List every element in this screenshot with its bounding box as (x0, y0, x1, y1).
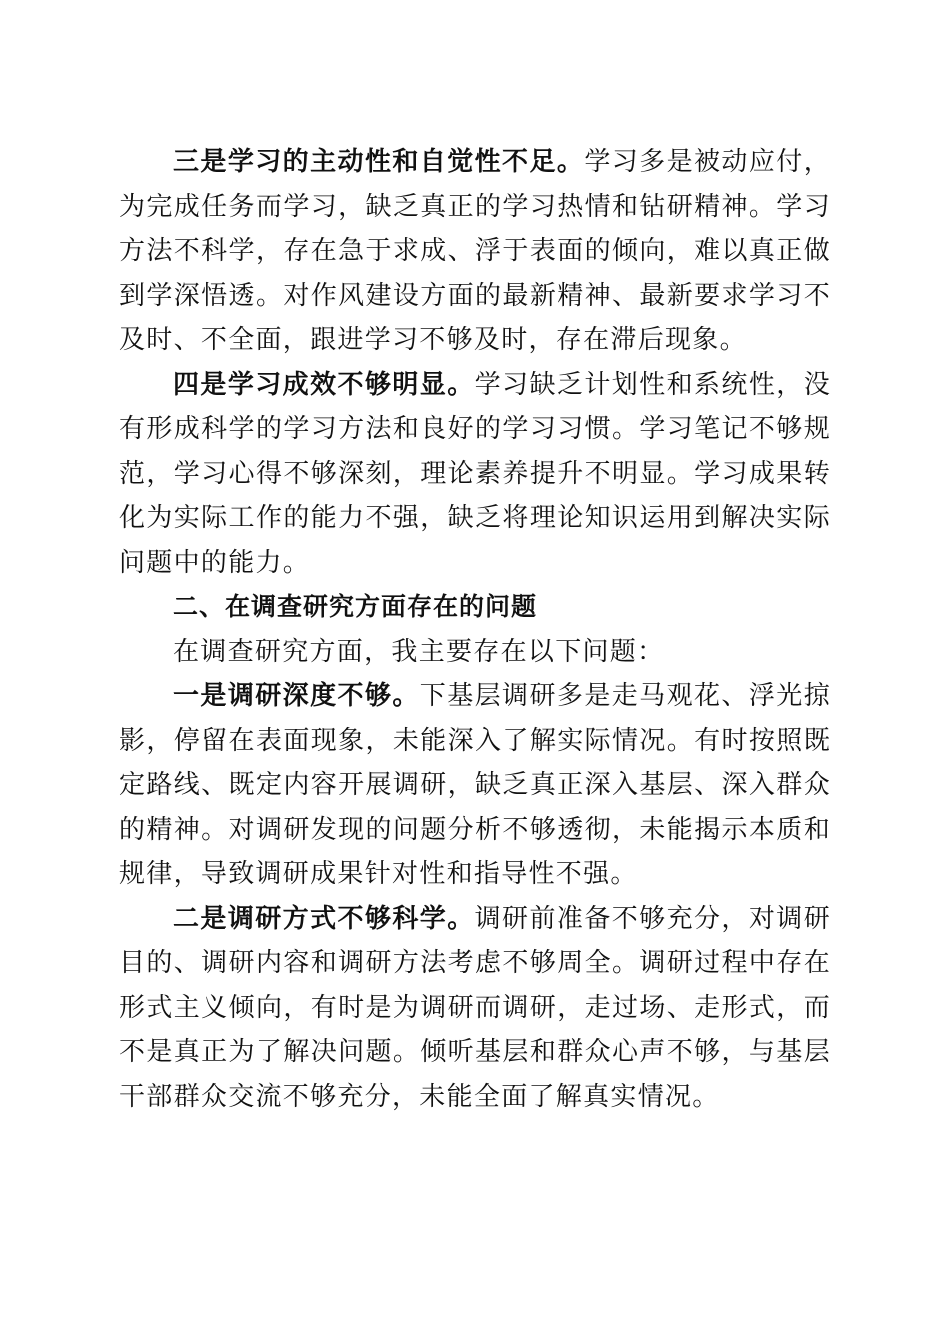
paragraph-study-effect (119, 363, 831, 586)
paragraph-study-initiative (119, 140, 831, 363)
section-heading: 二、在调查研究方面存在的问题 (173, 592, 538, 621)
paragraph-lead: 三是学习的主动性和自觉性不足。 (173, 147, 585, 177)
paragraph-lead: 一是调研深度不够。 (173, 681, 420, 711)
paragraph-text: 下基层调研多是走马观花、浮光掠影，停留在表面现象，未能深入了解实际情况。有时按照既定路线、既定内容开展调研，缺乏真正深入基层、深入群众的精神。对调研发现的问题分析不够透彻，未能揭示本质和规律，导致调研成果针对性和指导性不强。 (119, 681, 831, 889)
paragraph-research-method (119, 897, 831, 1120)
document-body (119, 140, 831, 1119)
section-intro: 在调查研究方面，我主要存在以下问题： (173, 636, 665, 667)
paragraph-text: 学习多是被动应付，为完成任务而学习，缺乏真正的学习热情和钻研精神。学习方法不科学，存在急于求成、浮于表面的倾向，难以真正做到学深悟透。对作风建设方面的最新精神、最新要求学习不及时、不全面，跟进学习不够及时，存在滞后现象。 (119, 147, 831, 355)
paragraph-lead: 四是学习成效不够明显。 (173, 369, 475, 400)
paragraph-text: 学习缺乏计划性和系统性，没有形成科学的学习方法和良好的学习习惯。学习笔记不够规范，学习心得不够深刻，理论素养提升不明显。学习成果转化为实际工作的能力不强，缺乏将理论知识运用到解决实际问题中的能力。 (119, 369, 831, 578)
paragraph-lead: 二是调研方式不够科学。 (173, 903, 475, 934)
paragraph-text: 调研前准备不够充分，对调研目的、调研内容和调研方法考虑不够周全。调研过程中存在形式主义倾向，有时是为调研而调研，走过场、走形式，而不是真正为了解决问题。倾听基层和群众心声不够，与基层干部群众交流不够充分，未能全面了解真实情况。 (119, 903, 831, 1112)
paragraph-research-depth (119, 674, 831, 897)
